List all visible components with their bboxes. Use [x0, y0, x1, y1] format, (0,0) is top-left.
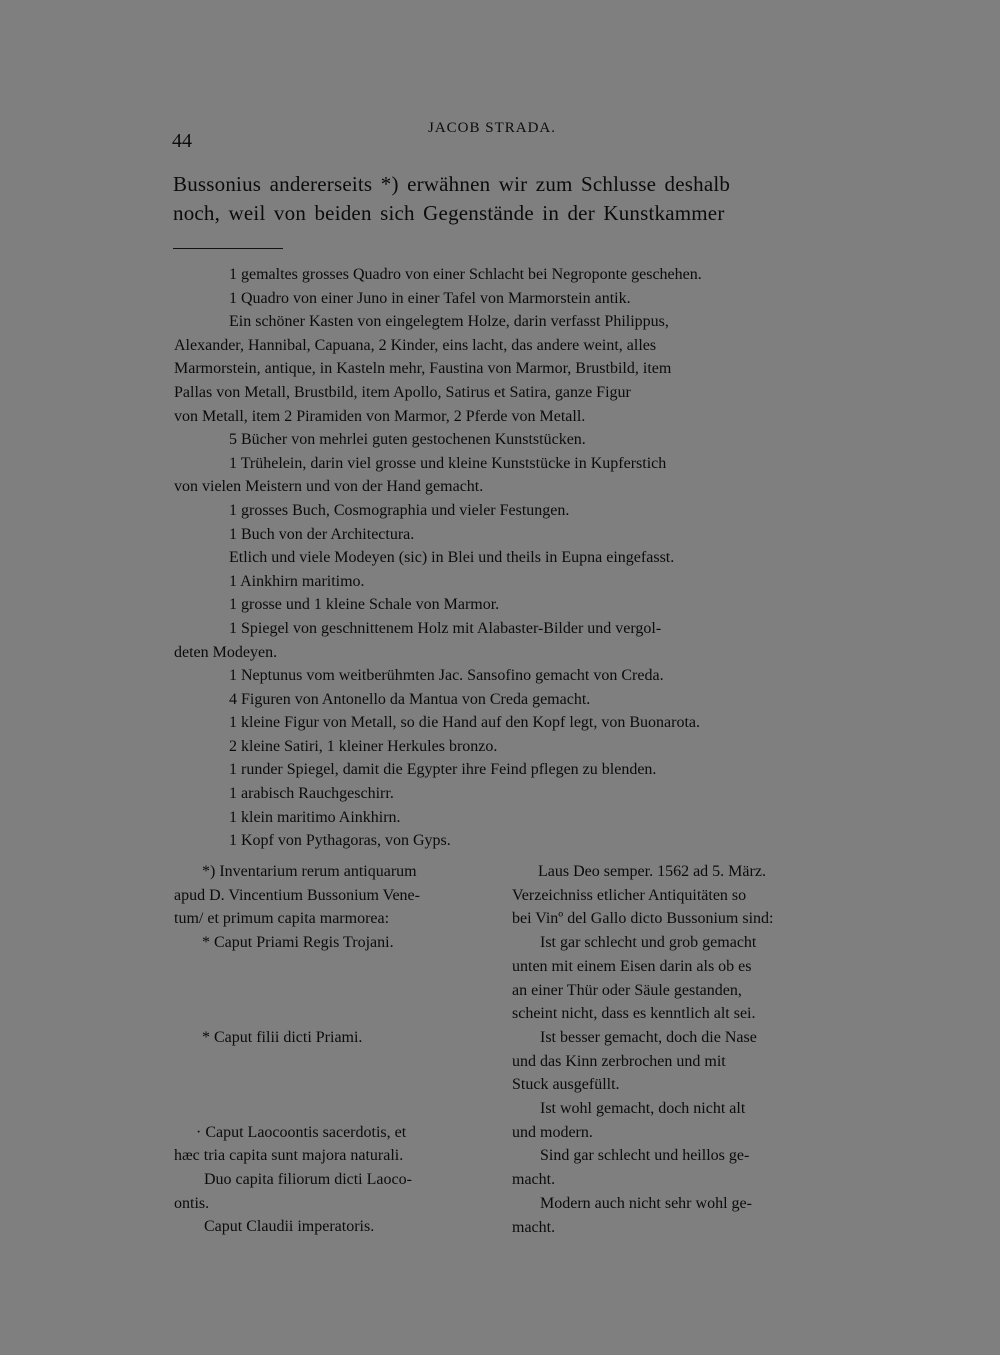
- footnote-german-line: Ist wohl gemacht, doch nicht alt: [540, 1100, 746, 1118]
- inventory-line: Marmorstein, antique, in Kasteln mehr, Faustina von Marmor, Brustbild, item: [174, 360, 672, 378]
- footnote-german-line: Sind gar schlecht und heillos ge-: [540, 1147, 750, 1165]
- inventory-line: von vielen Meistern und von der Hand gemacht.: [174, 478, 484, 496]
- footnote-item: hæc tria capita sunt majora naturali.: [174, 1147, 404, 1165]
- footnote-item: * Caput filii dicti Priami.: [202, 1028, 363, 1046]
- inventory-list: [174, 263, 820, 853]
- body-text-line-1: Bussonius andererseits *) erwähnen wir zum Schlusse deshalb: [173, 172, 731, 196]
- footnote-item: Duo capita filiorum dicti Laoco-: [204, 1170, 412, 1188]
- inventory-line: 1 Spiegel von geschnittenem Holz mit Alabaster-Bilder und vergol-: [229, 619, 662, 637]
- footnote-item: * Caput Priami Regis Trojani.: [202, 934, 394, 952]
- inventory-line: 1 Kopf von Pythagoras, von Gyps.: [229, 832, 451, 850]
- inventory-line: 1 Trühelein, darin viel grosse und kleine Kunststücke in Kupferstich: [229, 454, 667, 472]
- inventory-line: 1 gemaltes grosses Quadro von einer Schlacht bei Negroponte geschehen.: [229, 266, 702, 283]
- inventory-line: 2 kleine Satiri, 1 kleiner Herkules bronzo.: [229, 737, 498, 755]
- footnote-item: ontis.: [174, 1194, 210, 1212]
- inventory-line: deten Modeyen.: [174, 643, 278, 661]
- inventory-line: von Metall, item 2 Piramiden von Marmor, 2 Pferde von Metall.: [174, 407, 586, 425]
- footnote-german-line: Verzeichniss etlicher Antiquitäten so: [512, 886, 747, 904]
- inventory-line: 1 runder Spiegel, damit die Egypter ihre Feind pflegen zu blenden.: [229, 761, 657, 779]
- footnote-german-line: an einer Thür oder Säule gestanden,: [512, 981, 742, 999]
- inventory-line: Alexander, Hannibal, Capuana, 2 Kinder, eins lacht, das andere weint, alles: [174, 336, 657, 354]
- inventory-line: 4 Figuren von Antonello da Mantua von Creda gemacht.: [229, 690, 591, 708]
- footnote-rule: [173, 248, 283, 249]
- page-number: 44: [172, 130, 192, 152]
- inventory-line: 1 Buch von der Architectura.: [229, 525, 415, 543]
- footnote-german-line: und das Kinn zerbrochen und mit: [512, 1052, 726, 1070]
- footnote-item: Caput Claudii imperatoris.: [204, 1218, 375, 1236]
- inventory-line: Etlich und viele Modeyen (sic) in Blei und theils in Eupna eingefasst.: [229, 549, 675, 567]
- footnote-german-line: bei Vinº del Gallo dicto Bussonium sind:: [512, 910, 774, 928]
- footnote-german-line: Modern auch nicht sehr wohl ge-: [540, 1194, 752, 1212]
- footnote-intro-line: [174, 884, 484, 908]
- footnote-german-line: macht.: [512, 1171, 556, 1189]
- footnote-item: · Caput Laocoontis sacerdotis, et: [196, 1123, 407, 1141]
- running-head: JACOB STRADA.: [428, 120, 557, 136]
- footnote-intro-line: *) Inventarium rerum antiquarum: [202, 863, 417, 880]
- footnote-german-line: und modern.: [512, 1123, 593, 1141]
- inventory-line: 1 klein maritimo Ainkhirn.: [229, 808, 401, 826]
- inventory-line: 5 Bücher von mehrlei guten gestochenen Kunststücken.: [229, 431, 586, 449]
- inventory-line: 1 grosse und 1 kleine Schale von Marmor.: [229, 596, 500, 614]
- inventory-line: Pallas von Metall, Brustbild, item Apollo, Satirus et Satira, ganze Figur: [174, 383, 631, 401]
- inventory-line: 1 grosses Buch, Cosmographia und vieler Festungen.: [229, 501, 570, 519]
- inventory-line: 1 kleine Figur von Metall, so die Hand auf den Kopf legt, von Buonarota.: [229, 714, 701, 732]
- footnote-left-column: [174, 860, 484, 1239]
- footnote-right-column: [512, 860, 824, 1239]
- footnote-german-line: scheint nicht, dass es kenntlich alt sei.: [512, 1005, 756, 1023]
- body-text-line-2: noch, weil von beiden sich Gegenstände in der Kunstkammer: [173, 201, 725, 225]
- footnote-german-line: Laus Deo semper. 1562 ad 5. März.: [538, 863, 766, 880]
- footnote-german-line: Ist besser gemacht, doch die Nase: [540, 1028, 757, 1046]
- footnote-intro-line: tum/ et primum capita marmorea:: [174, 910, 390, 928]
- footnote-intro-text: apud D. Vincentium Bussonium Vene-: [174, 886, 420, 904]
- inventory-line: 1 Quadro von einer Juno in einer Tafel von Marmorstein antik.: [229, 289, 631, 307]
- footnote-german-line: unten mit einem Eisen darin als ob es: [512, 957, 752, 975]
- footnote-german-line: Stuck ausgefüllt.: [512, 1076, 620, 1094]
- inventory-line: 1 Ainkhirn maritimo.: [229, 572, 365, 590]
- footnote-german-line: macht.: [512, 1218, 556, 1236]
- inventory-line: 1 arabisch Rauchgeschirr.: [229, 785, 394, 803]
- inventory-line: Ein schöner Kasten von eingelegtem Holze, darin verfasst Philippus,: [229, 313, 669, 331]
- inventory-line: 1 Neptunus vom weitberühmten Jac. Sansofino gemacht von Creda.: [229, 667, 664, 685]
- footnote-german-line: Ist gar schlecht und grob gemacht: [540, 934, 757, 952]
